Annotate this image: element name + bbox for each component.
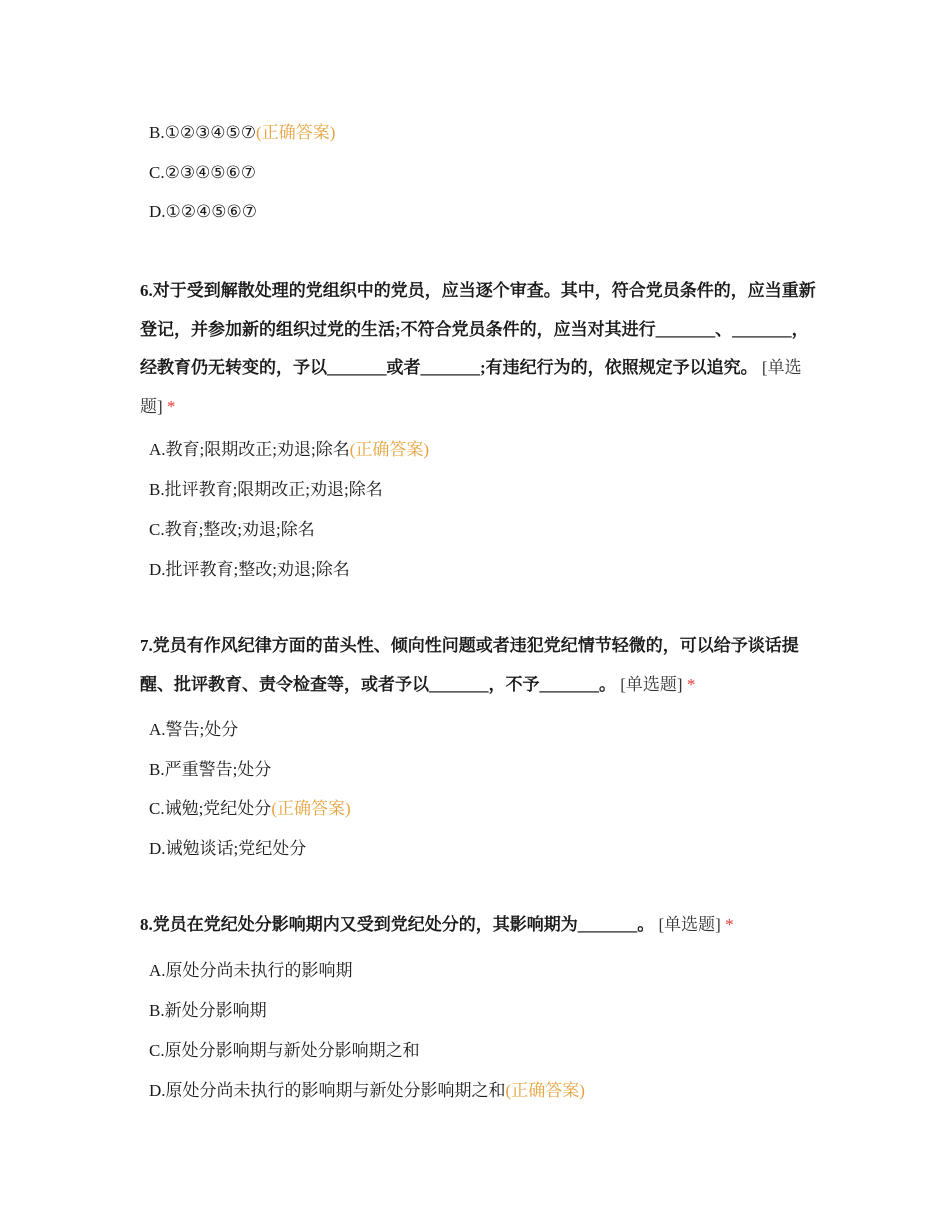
option-label: D.①②④⑤⑥⑦: [149, 202, 257, 221]
option-q7-d: [149, 839, 306, 859]
option-q6-d: [149, 560, 350, 580]
option-label: C.诫勉;党纪处分: [149, 799, 272, 818]
option-q6-a: [149, 440, 429, 460]
correct-answer-tag: (正确答案): [505, 1081, 585, 1100]
required-mark: *: [166, 396, 176, 416]
option-q8-c: [149, 1041, 420, 1061]
option-q8-a: [149, 961, 353, 981]
correct-answer-tag: (正确答案): [271, 799, 351, 818]
question-7: [140, 627, 820, 704]
option-q5-c: [149, 163, 256, 183]
option-label: B.严重警告;处分: [149, 760, 272, 779]
option-label: D.诫勉谈话;党纪处分: [149, 839, 307, 858]
option-q8-b: [149, 1001, 267, 1021]
question-number: 6.: [140, 281, 153, 300]
option-q7-a: [149, 720, 238, 740]
question-text: 党员有作风纪律方面的苗头性、倾向性问题或者违犯党纪情节轻微的，可以给予谈话提醒、批评教育、责令检查等，或者予以_______，不予_______。: [140, 636, 799, 694]
option-label: C.教育;整改;劝退;除名: [149, 520, 315, 539]
required-mark: *: [725, 915, 734, 934]
option-q7-c: [149, 799, 351, 819]
question-number: 8.: [140, 915, 153, 934]
option-label: A.教育;限期改正;劝退;除名: [149, 440, 350, 459]
question-number: 7.: [140, 636, 153, 655]
question-6: [140, 272, 820, 426]
option-label: B.①②③④⑤⑦: [149, 123, 257, 142]
question-text: 党员在党纪处分影响期内又受到党纪处分的，其影响期为_______。: [152, 915, 655, 934]
option-label: D.批评教育;整改;劝退;除名: [149, 560, 350, 579]
option-label: C.原处分影响期与新处分影响期之和: [149, 1041, 420, 1060]
correct-answer-tag: (正确答案): [256, 123, 336, 142]
question-text: 对于受到解散处理的党组织中的党员，应当逐个审查。其中，符合党员条件的，应当重新登记，并参加新的组织过党的生活;不符合党员条件的，应当对其进行_______、_______，经教育仍无转变的，予以_______或者_______;有违纪行为的，依照规定予以追究。: [140, 281, 816, 377]
option-q5-d: [149, 202, 257, 222]
question-8: [140, 906, 820, 945]
question-type-tag: [单选题]: [658, 915, 721, 934]
question-type-tag: [单选题]: [620, 674, 683, 694]
option-q6-c: [149, 520, 315, 540]
required-mark: *: [686, 674, 696, 694]
option-q8-d: [149, 1081, 585, 1101]
option-q7-b: [149, 760, 271, 780]
option-label: B.批评教育;限期改正;劝退;除名: [149, 480, 383, 499]
option-label: B.新处分影响期: [149, 1001, 267, 1020]
option-q5-b: [149, 123, 335, 143]
option-label: D.原处分尚未执行的影响期与新处分影响期之和: [149, 1081, 506, 1100]
correct-answer-tag: (正确答案): [349, 440, 430, 459]
question-type-tag: [单选题]: [140, 358, 802, 416]
option-label: A.原处分尚未执行的影响期: [149, 961, 353, 980]
option-q6-b: [149, 480, 383, 500]
option-label: C.②③④⑤⑥⑦: [149, 163, 257, 182]
option-label: A.警告;处分: [149, 720, 239, 739]
